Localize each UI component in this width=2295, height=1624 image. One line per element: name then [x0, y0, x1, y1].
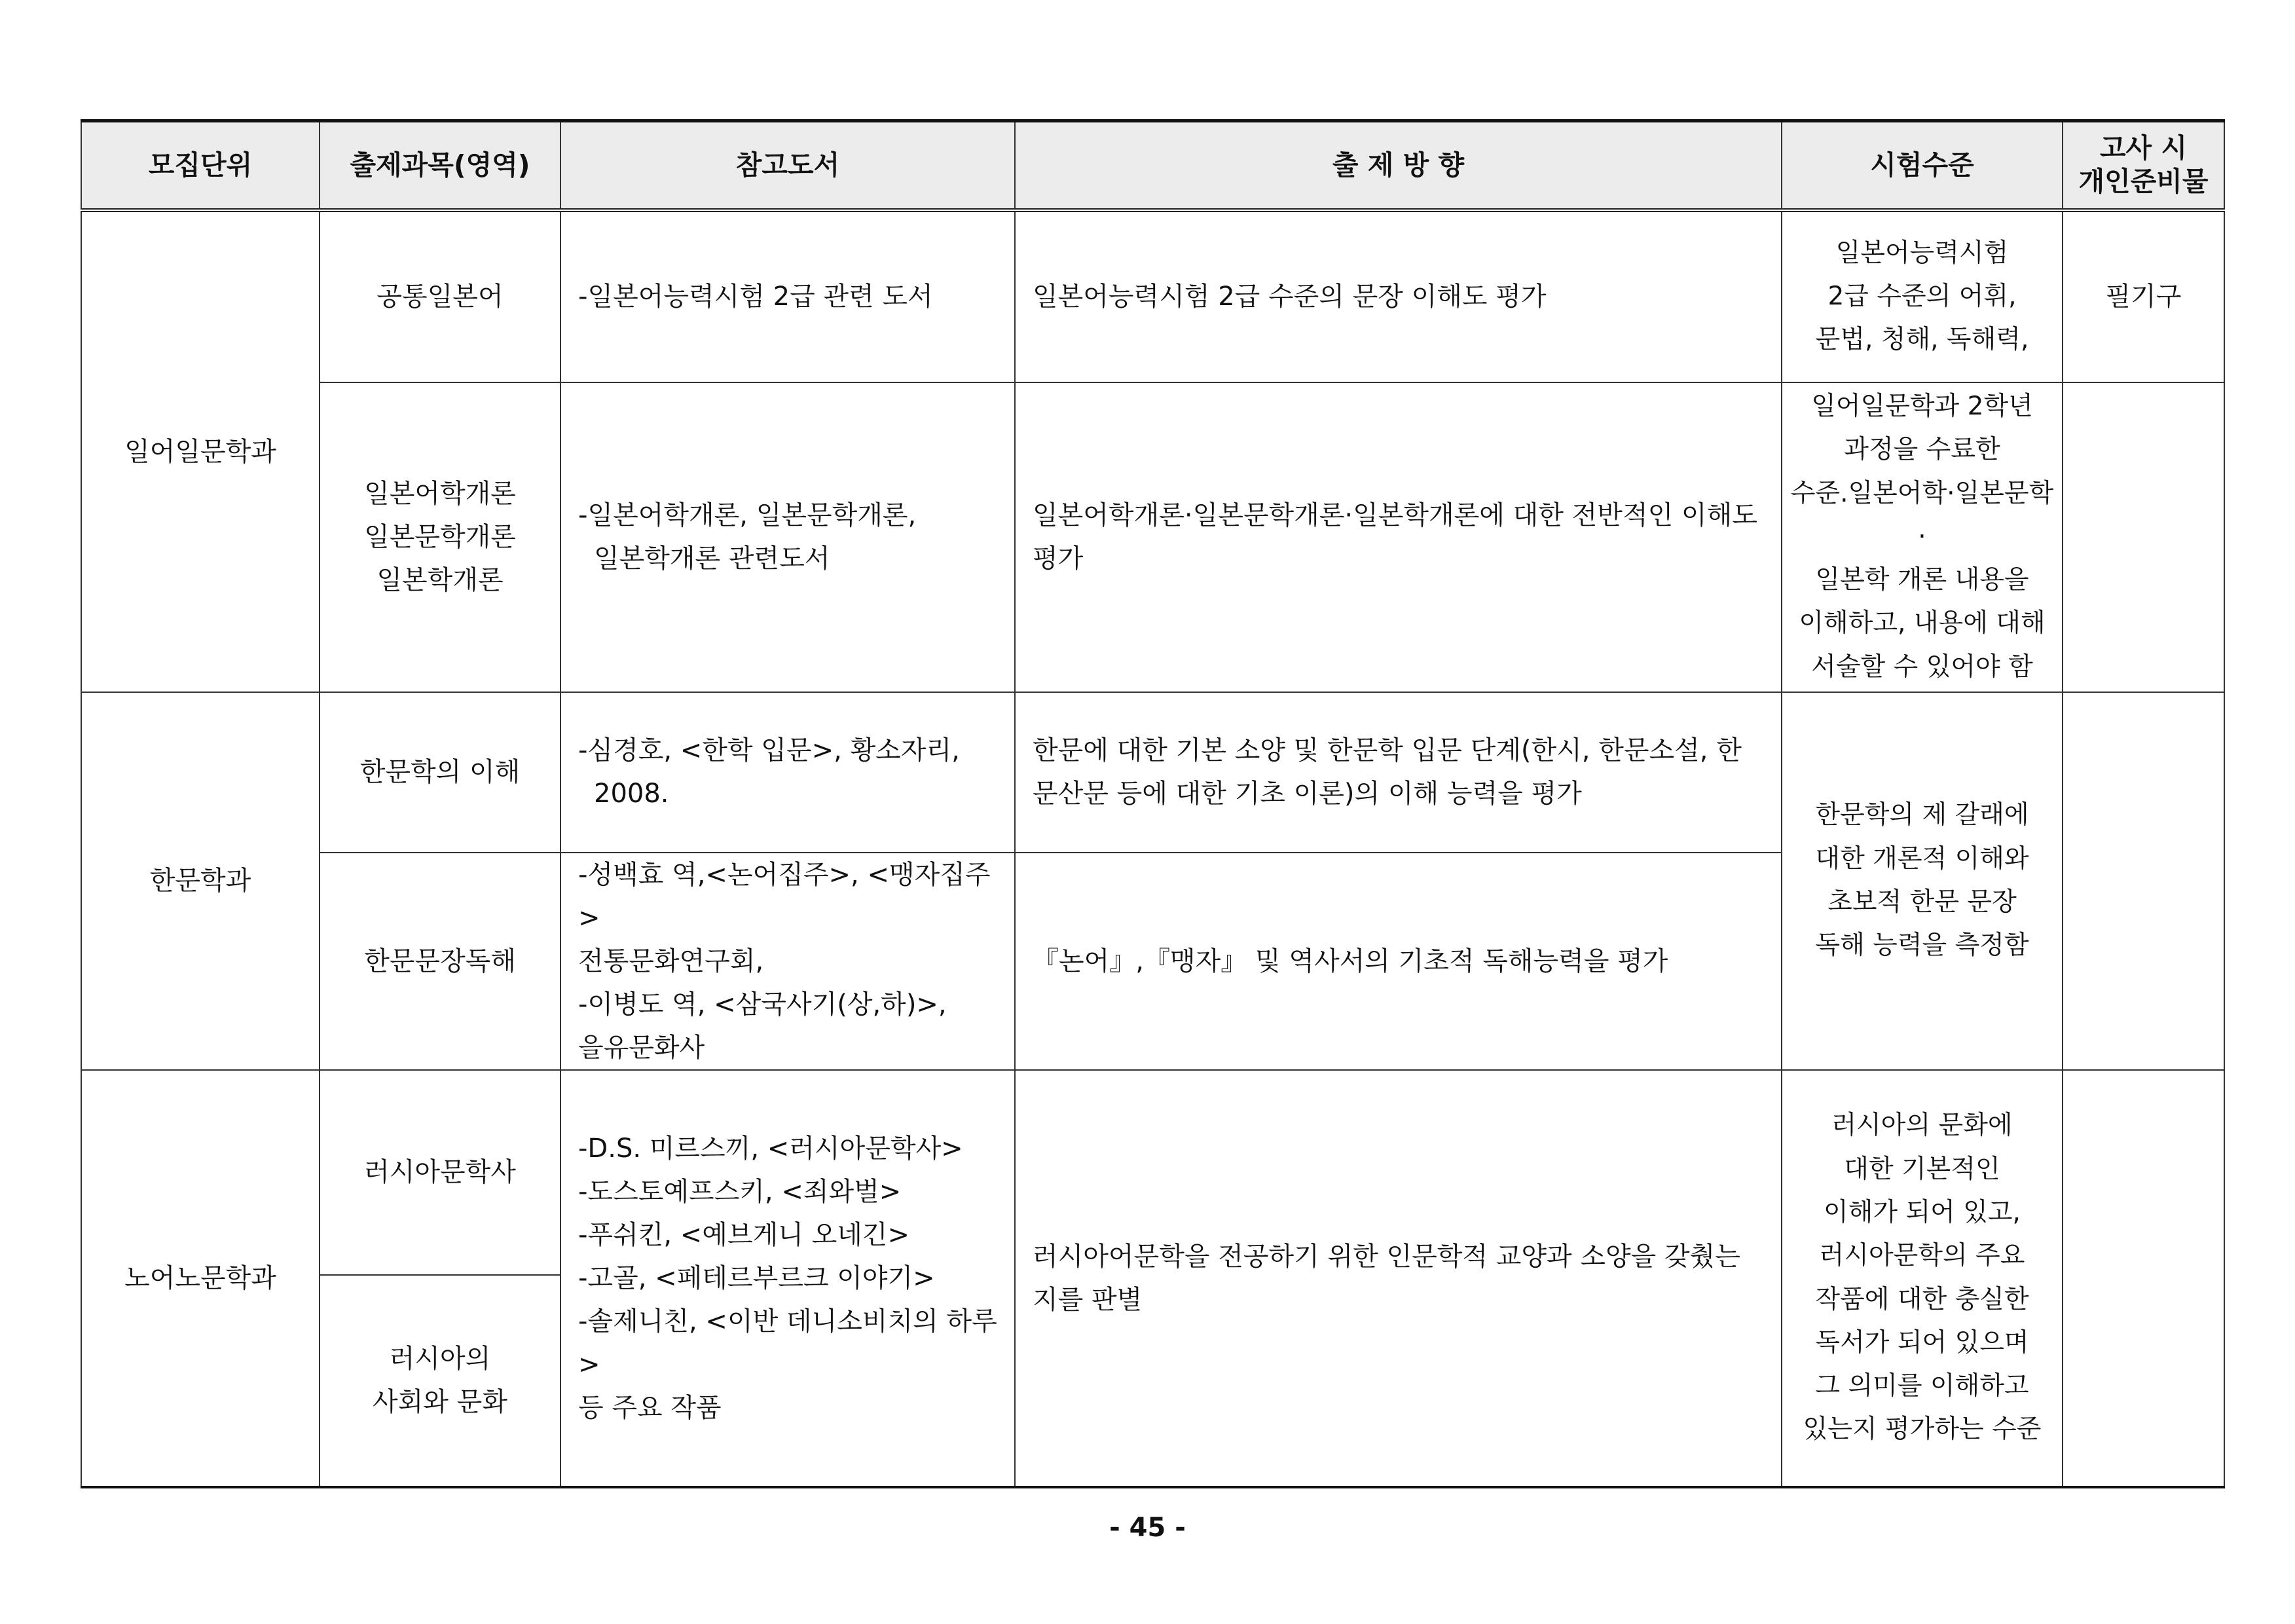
- subject-cell: 러시아문학사: [320, 1070, 560, 1275]
- level-cell: 한문학의 제 갈래에 대한 개론적 이해와 초보적 한문 문장 독해 능력을 측정함: [1782, 692, 2063, 1070]
- table-row: [81, 1070, 2224, 1275]
- books-cell: -일본어능력시험 2급 관련 도서: [560, 210, 1015, 382]
- books-cell: -D.S. 미르스끼, <러시아문학사> -도스토예프스키, <죄와벌> -푸쉬킨, <예브게니 오네긴> -고골, <페테르부르크 이야기> -솔제니친, <이반 데니소비치의 하루> 등 주요 작품: [560, 1070, 1015, 1487]
- level-cell: 일본어능력시험 2급 수준의 어휘, 문법, 청해, 독해력,: [1782, 210, 2063, 382]
- table-row: [81, 210, 2224, 382]
- header-unit: 모집단위: [81, 121, 320, 210]
- level-cell: 일어일문학과 2학년 과정을 수료한 수준.일본어학·일본문학· 일본학 개론 내용을 이해하고, 내용에 대해 서술할 수 있어야 함: [1782, 382, 2063, 692]
- books-line: -일본어학개론, 일본문학개론,: [578, 500, 917, 530]
- books-line: 일본학개론 관련도서: [594, 544, 830, 574]
- page-number: - 45 -: [1109, 1513, 1186, 1543]
- supplies-cell-empty: [2063, 382, 2224, 692]
- header-subject: 출제과목(영역): [320, 121, 560, 210]
- table-row: [81, 382, 2224, 692]
- header-direction: 출 제 방 향: [1015, 121, 1782, 210]
- books-cell: [560, 692, 1015, 853]
- exam-table: [81, 119, 2225, 1488]
- books-cell: [560, 382, 1015, 692]
- books-cell: -성백효 역,<논어집주>, <맹자집주> 전통문화연구회, -이병도 역, <삼국사기(상,하)>, 을유문화사: [560, 853, 1015, 1070]
- subject-cell: 공통일본어: [320, 210, 560, 382]
- header-row: [81, 121, 2224, 210]
- header-level: 시험수준: [1782, 121, 2063, 210]
- supplies-cell-empty: [2063, 692, 2224, 1070]
- unit-cell-japanese: 일어일문학과: [81, 210, 320, 692]
- subject-cell: 한문학의 이해: [320, 692, 560, 853]
- table-row: [81, 692, 2224, 853]
- header-supplies: 고사 시 개인준비물: [2063, 121, 2224, 210]
- direction-cell: 한문에 대한 기본 소양 및 한문학 입문 단계(한시, 한문소설, 한문산문 등에 대한 기초 이론)의 이해 능력을 평가: [1015, 692, 1782, 853]
- subject-cell: 러시아의 사회와 문화: [320, 1275, 560, 1487]
- direction-cell: 일본어학개론·일본문학개론·일본학개론에 대한 전반적인 이해도 평가: [1015, 382, 1782, 692]
- unit-cell-russian: 노어노문학과: [81, 1070, 320, 1487]
- supplies-cell: 필기구: [2063, 210, 2224, 382]
- header-books: 참고도서: [560, 121, 1015, 210]
- unit-cell-classics: 한문학과: [81, 692, 320, 1070]
- books-line: 2008.: [594, 779, 669, 809]
- subject-cell: 일본어학개론 일본문학개론 일본학개론: [320, 382, 560, 692]
- subject-cell: 한문문장독해: [320, 853, 560, 1070]
- direction-cell: 러시아어문학을 전공하기 위한 인문학적 교양과 소양을 갖췄는지를 판별: [1015, 1070, 1782, 1487]
- direction-cell: 일본어능력시험 2급 수준의 문장 이해도 평가: [1015, 210, 1782, 382]
- books-line: -심경호, <한학 입문>, 황소자리,: [578, 735, 960, 766]
- supplies-cell-empty: [2063, 1070, 2224, 1487]
- level-cell: 러시아의 문화에 대한 기본적인 이해가 되어 있고, 러시아문학의 주요 작품에 대한 충실한 독서가 되어 있으며 그 의미를 이해하고 있는지 평가하는 수준: [1782, 1070, 2063, 1487]
- direction-cell: 『논어』,『맹자』 및 역사서의 기초적 독해능력을 평가: [1015, 853, 1782, 1070]
